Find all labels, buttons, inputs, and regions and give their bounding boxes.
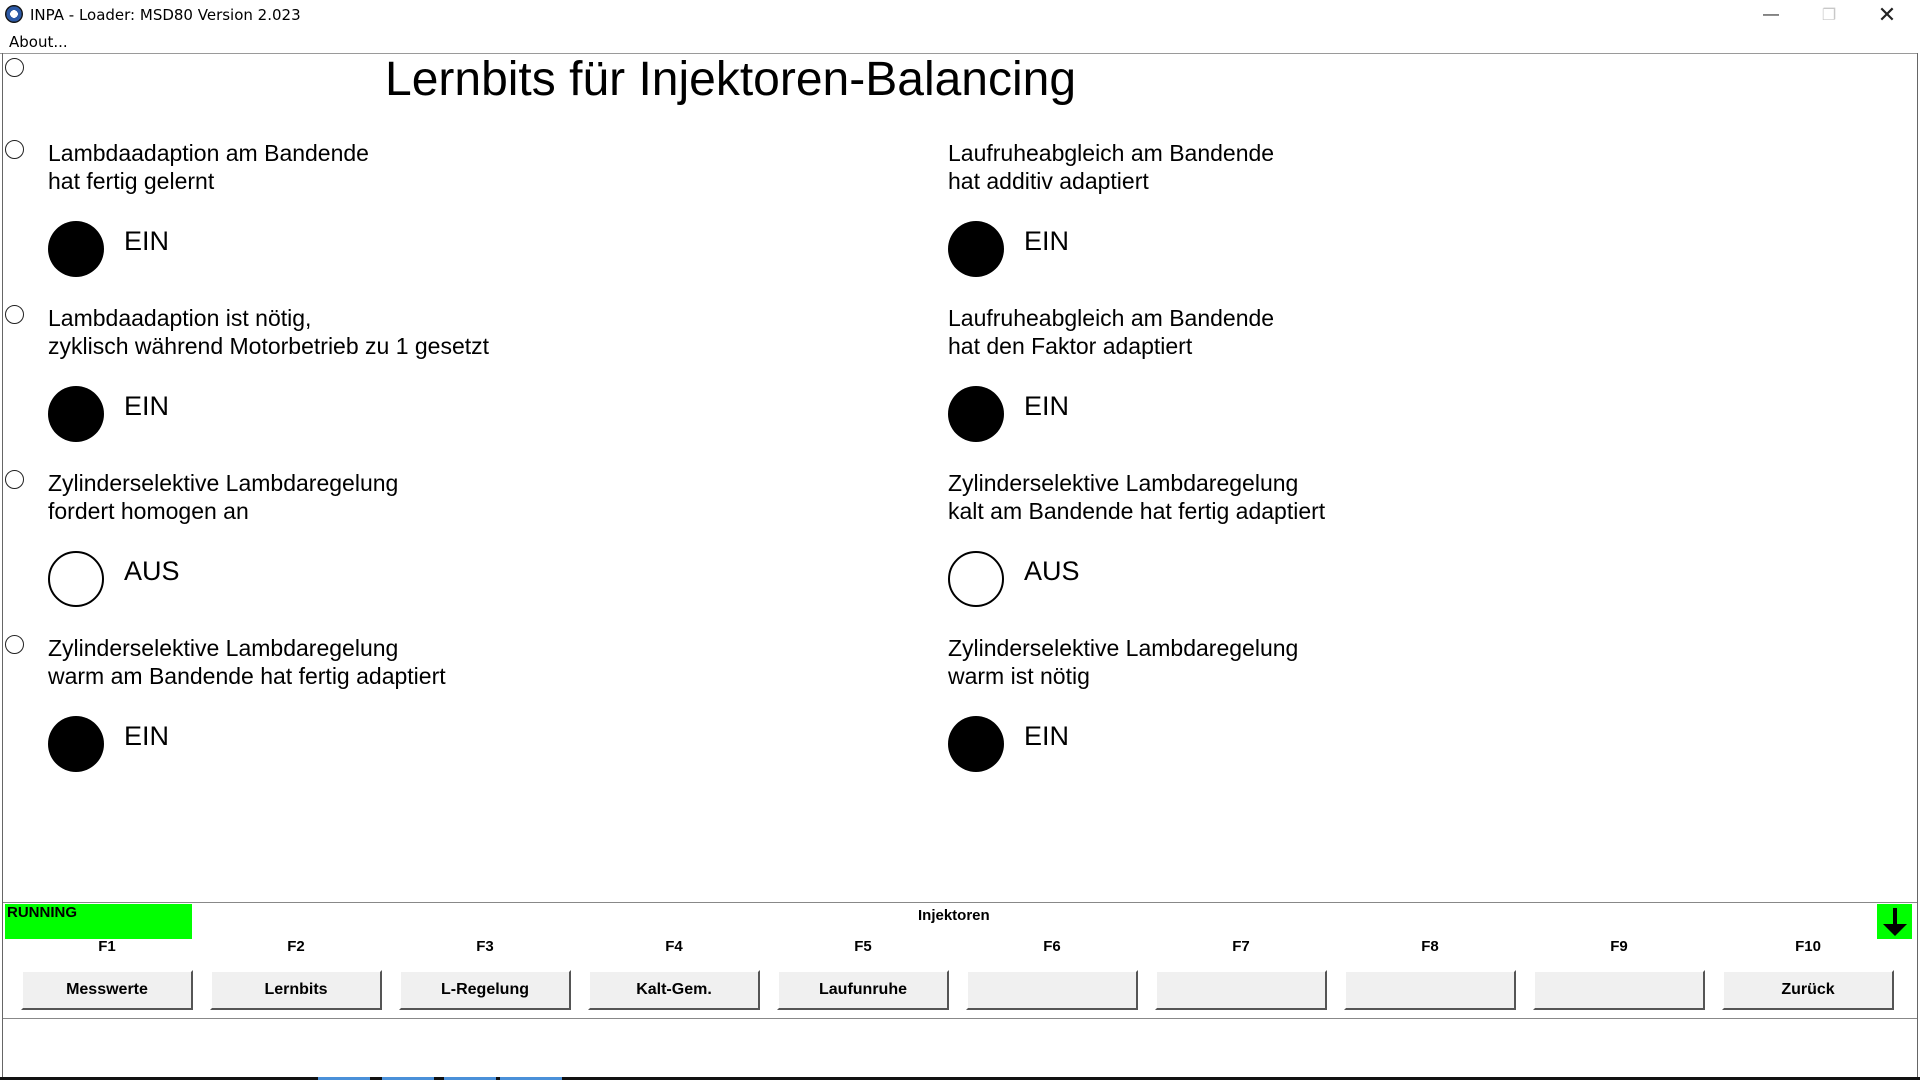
frame-border-right [1917, 53, 1918, 1080]
fkey-label: F9 [1610, 938, 1628, 955]
fkey-label: F8 [1421, 938, 1439, 955]
f7-button[interactable] [1155, 970, 1327, 1010]
window-titlebar [0, 0, 1920, 30]
minimize-icon[interactable]: — [1763, 6, 1779, 23]
fkey-f1 [21, 938, 193, 1018]
section-label: Injektoren [918, 907, 990, 924]
indicator-lamp [948, 716, 1004, 772]
fkey-label: F5 [854, 938, 872, 955]
row-radio[interactable] [5, 58, 24, 77]
indicator-state: EIN [124, 391, 170, 421]
fkey-f4 [588, 938, 760, 1018]
fkey-f9 [1533, 938, 1705, 1018]
indicator-description: Lambdaadaption am Bandende hat fertig gelernt [48, 140, 369, 194]
bmw-logo-icon [5, 5, 23, 23]
f6-button[interactable] [966, 970, 1138, 1010]
status-running: RUNNING [5, 904, 192, 939]
row-radio[interactable] [5, 140, 24, 159]
laufunruhe-button[interactable]: Laufunruhe [777, 970, 949, 1010]
fkey-label: F10 [1795, 938, 1821, 955]
close-icon[interactable]: ✕ [1877, 2, 1897, 27]
indicator-lamp [48, 386, 104, 442]
indicator-lamp [948, 551, 1004, 607]
indicator-state: EIN [124, 721, 170, 751]
indicator-state: EIN [1024, 391, 1070, 421]
indicator-state: EIN [124, 226, 170, 256]
zurueck-button[interactable]: Zurück [1722, 970, 1894, 1010]
indicator-description: Zylinderselektive Lambdaregelung fordert homogen an [48, 470, 399, 524]
indicator-state: AUS [1024, 556, 1080, 586]
l-regelung-button[interactable]: L-Regelung [399, 970, 571, 1010]
fkey-f2 [210, 938, 382, 1018]
fkey-label: F2 [287, 938, 305, 955]
fkey-label: F4 [665, 938, 683, 955]
fkey-f10 [1722, 938, 1894, 1018]
indicator-state: EIN [1024, 226, 1070, 256]
indicator-lamp [48, 716, 104, 772]
fkey-label: F6 [1043, 938, 1061, 955]
fkey-label: F1 [98, 938, 116, 955]
f8-button[interactable] [1344, 970, 1516, 1010]
fkey-f6 [966, 938, 1138, 1018]
fkey-f3 [399, 938, 571, 1018]
status-bar [3, 902, 1917, 939]
fkey-f7 [1155, 938, 1327, 1018]
fkey-label: F3 [476, 938, 494, 955]
indicator-description: Lambdaadaption ist nötig, zyklisch während Motorbetrieb zu 1 gesetzt [48, 305, 490, 359]
fkey-f8 [1344, 938, 1516, 1018]
indicator-description: Zylinderselektive Lambdaregelung warm am Bandende hat fertig adaptiert [48, 635, 446, 689]
indicator-description: Zylinderselektive Lambdaregelung kalt am Bandende hat fertig adaptiert [948, 470, 1326, 524]
menu-bar [0, 30, 1920, 52]
function-key-panel [3, 938, 1917, 1019]
fkey-label: F7 [1232, 938, 1250, 955]
indicator-lamp [48, 221, 104, 277]
indicator-state: EIN [1024, 721, 1070, 751]
kalt-gem-button[interactable]: Kalt-Gem. [588, 970, 760, 1010]
window-title: INPA - Loader: MSD80 Version 2.023 [30, 6, 301, 24]
arrow-down-icon[interactable] [1877, 904, 1912, 939]
indicator-state: AUS [124, 556, 180, 586]
indicator-lamp [948, 221, 1004, 277]
lernbits-button[interactable]: Lernbits [210, 970, 382, 1010]
fkey-f5 [777, 938, 949, 1018]
maximize-icon[interactable]: ❐ [1821, 7, 1837, 24]
indicator-description: Laufruheabgleich am Bandende hat den Faktor adaptiert [948, 305, 1275, 359]
row-radio[interactable] [5, 470, 24, 489]
row-radio[interactable] [5, 635, 24, 654]
indicator-description: Laufruheabgleich am Bandende hat additiv adaptiert [948, 140, 1275, 194]
indicator-description: Zylinderselektive Lambdaregelung warm ist nötig [948, 635, 1299, 689]
indicator-lamp [948, 386, 1004, 442]
menu-item-about[interactable]: About... [9, 33, 68, 51]
f9-button[interactable] [1533, 970, 1705, 1010]
messwerte-button[interactable]: Messwerte [21, 970, 193, 1010]
page-title: Lernbits für Injektoren-Balancing [385, 53, 1077, 106]
indicator-lamp [48, 551, 104, 607]
row-radio[interactable] [5, 305, 24, 324]
